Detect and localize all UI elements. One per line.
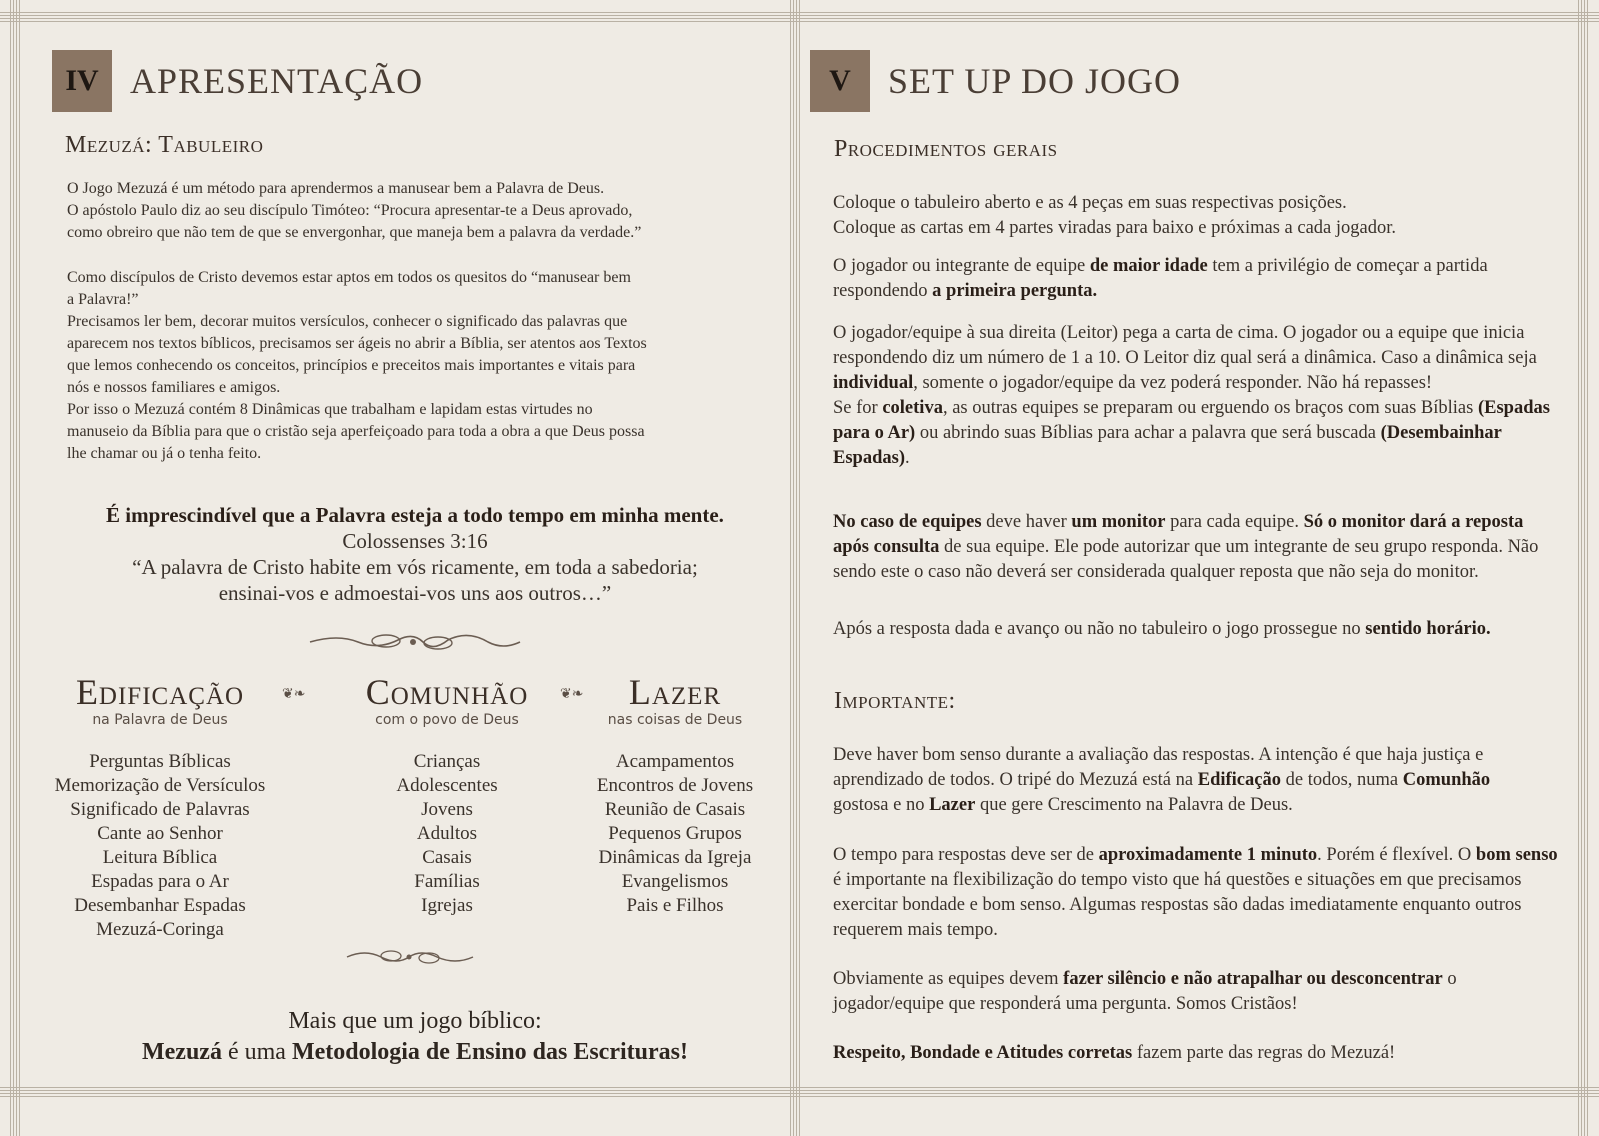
edificacao-list bbox=[40, 750, 280, 942]
bold-text: Metodologia de Ensino das Escrituras! bbox=[291, 1039, 688, 1065]
list-item: Desembanhar Espadas bbox=[74, 895, 246, 916]
text-line: O apóstolo Paulo diz ao seu discípulo Timóteo: “Procura apresentar-te a Deus aprovado, bbox=[67, 202, 633, 219]
bold-text: de maior idade bbox=[1089, 256, 1208, 276]
bold-text: Edificação bbox=[1197, 770, 1281, 790]
text-line: que lemos conhecendo os conceitos, princípios e preceitos mais importantes e vitais para bbox=[67, 357, 636, 374]
left-border bbox=[10, 0, 20, 1136]
section-number: IV bbox=[52, 50, 112, 112]
paragraph bbox=[833, 321, 1563, 471]
text: , somente o jogador/equipe da vez poderá responder. Não há repasses! bbox=[913, 373, 1433, 393]
section-number: V bbox=[810, 50, 870, 112]
quote-emphasis: É imprescindível que a Palavra esteja a todo tempo em minha mente. bbox=[106, 503, 724, 527]
closing-line: Mais que um jogo bíblico: bbox=[288, 1008, 542, 1034]
bold-text: No caso de equipes bbox=[833, 512, 982, 532]
text-line: Coloque as cartas em 4 partes viradas para baixo e próximas a cada jogador. bbox=[833, 218, 1397, 238]
text: de todos, numa bbox=[1280, 770, 1403, 790]
text: . bbox=[904, 448, 910, 468]
list-item: Adultos bbox=[416, 823, 478, 844]
list-item: Pequenos Grupos bbox=[608, 823, 742, 844]
quote-line: ensinai-vos e admoestai-vos uns aos outros…” bbox=[218, 581, 612, 605]
list-item: Adolescentes bbox=[396, 775, 498, 796]
text: . Porém é flexível. O bbox=[1317, 845, 1476, 865]
column-lazer-header bbox=[590, 672, 760, 728]
text: o jogador/equipe que responderá uma pergunta. Somos Cristãos! bbox=[833, 969, 1457, 1014]
column-comunhao-header bbox=[322, 672, 572, 728]
column-title: Lazer bbox=[628, 672, 722, 712]
list-item: Casais bbox=[422, 847, 472, 868]
paragraph bbox=[833, 254, 1543, 304]
text-line: aparecem nos textos bíblicos, precisamos ser ágeis no abrir a Bíblia, ser atentos aos Textos bbox=[67, 335, 647, 352]
list-item: Encontros de Jovens bbox=[596, 775, 754, 796]
text: Deve haver bom senso durante a avaliação das respostas. A intenção é que haja justiça e aprendizado de todos. O tripé do Mezuzá está na bbox=[833, 745, 1484, 790]
list-item: Cante ao Senhor bbox=[97, 823, 223, 844]
text-line: Coloque o tabuleiro aberto e as 4 peças em suas respectivas posições. bbox=[833, 193, 1347, 213]
list-item: Acampamentos bbox=[615, 751, 735, 772]
quote-reference: Colossenses 3:16 bbox=[342, 529, 488, 553]
column-subtitle: nas coisas de Deus bbox=[607, 712, 743, 728]
column-title: Edificação bbox=[75, 672, 245, 712]
text-line: lhe chamar ou já o tenha feito. bbox=[67, 445, 262, 462]
subtitle: Procedimentos gerais bbox=[834, 136, 1058, 162]
column-subtitle: na Palavra de Deus bbox=[92, 712, 228, 728]
bold-text: coletiva bbox=[882, 398, 943, 418]
flourish-ornament bbox=[308, 628, 522, 656]
quote-line: “A palavra de Cristo habite em vós ricamente, em toda a sabedoria; bbox=[132, 555, 698, 579]
text-line: O Jogo Mezuzá é um método para aprendermos a manusear bem a Palavra de Deus. bbox=[67, 180, 605, 197]
list-item: Espadas para o Ar bbox=[91, 871, 229, 892]
bold-text: bom senso bbox=[1475, 845, 1558, 865]
list-item: Significado de Palavras bbox=[70, 799, 250, 820]
section-header-v bbox=[810, 50, 1181, 112]
bold-text: (Espadas para o Ar) bbox=[833, 398, 1550, 443]
left-page bbox=[40, 40, 790, 1096]
text: tem a privilégio de começar a partida respondendo bbox=[833, 256, 1488, 301]
bold-text: Mezuzá bbox=[142, 1039, 222, 1065]
list-item: Crianças bbox=[413, 751, 481, 772]
text: é uma bbox=[221, 1039, 292, 1065]
comunhao-list bbox=[322, 750, 572, 918]
text-line: como obreiro que não tem de que se envergonhar, que maneja bem a palavra da verdade.” bbox=[67, 224, 642, 241]
text: ou abrindo suas Bíblias para achar a palavra que será buscada bbox=[915, 423, 1381, 443]
paragraph bbox=[833, 617, 1493, 642]
subtitle: Importante: bbox=[834, 688, 956, 714]
text-line: Por isso o Mezuzá contém 8 Dinâmicas que trabalham e lapidam estas virtudes no bbox=[67, 401, 593, 418]
leaf-ornament-icon: ❦❧ bbox=[282, 687, 306, 702]
list-item: Mezuzá-Coringa bbox=[96, 919, 224, 940]
paragraph bbox=[833, 843, 1563, 943]
text: , as outras equipes se preparam ou erguendo os braços com suas Bíblias bbox=[942, 398, 1478, 418]
list-item: Reunião de Casais bbox=[604, 799, 746, 820]
leaf-ornament-icon: ❦❧ bbox=[560, 687, 584, 702]
bold-text: a primeira pergunta. bbox=[932, 281, 1098, 301]
text: O jogador/equipe à sua direita (Leitor) pega a carta de cima. O jogador ou a equipe que inicia respondendo diz um número de 1 a 10. O Leitor diz qual será a dinâmica. Caso a dinâmica seja bbox=[833, 323, 1537, 368]
list-item: Evangelismos bbox=[621, 871, 729, 892]
text-line: manuseio da Bíblia para que o cristão seja aperfeiçoado para toda a obra a que Deus possa bbox=[67, 423, 645, 440]
text: de sua equipe. Ele pode autorizar que um integrante de seu grupo responda. Não sendo este o caso não deverá ser considerada qualquer reposta que não seja do monitor. bbox=[833, 537, 1539, 582]
text: fazem parte das regras do Mezuzá! bbox=[1132, 1043, 1396, 1063]
subtitle: Mezuzá: Tabuleiro bbox=[65, 132, 264, 158]
text-line: Precisamos ler bem, decorar muitos versículos, conhecer o significado das palavras que bbox=[67, 313, 628, 330]
paragraph bbox=[833, 1041, 1563, 1066]
text: O jogador ou integrante de equipe bbox=[833, 256, 1090, 276]
list-item: Jovens bbox=[421, 799, 473, 820]
text: Obviamente as equipes devem bbox=[833, 969, 1064, 989]
section-title: APRESENTAÇÃO bbox=[130, 61, 424, 101]
bold-text: aproximadamente 1 minuto bbox=[1098, 845, 1318, 865]
column-title: Comunhão bbox=[365, 672, 529, 712]
column-subtitle: com o povo de Deus bbox=[375, 712, 519, 728]
text: é importante na flexibilização do tempo visto que há questões e situações em que precisamos exercitar bondade e bom senso. Algumas respostas são dadas imediatamente enquanto outros requerem mais tempo. bbox=[833, 870, 1522, 940]
list-item: Leitura Bíblica bbox=[102, 847, 218, 868]
closing-statement bbox=[40, 1006, 790, 1068]
bold-text: um monitor bbox=[1071, 512, 1166, 532]
text: gostosa e no bbox=[833, 795, 930, 815]
text: deve haver bbox=[981, 512, 1072, 532]
paragraph bbox=[833, 191, 1563, 241]
section-title: SET UP DO JOGO bbox=[888, 61, 1182, 101]
lazer-list bbox=[575, 750, 775, 918]
bold-text: Respeito, Bondade e Atitudes corretas bbox=[833, 1043, 1133, 1063]
text: Após a resposta dada e avanço ou não no tabuleiro o jogo prossegue no bbox=[833, 619, 1366, 639]
center-divider bbox=[790, 0, 800, 1136]
list-item: Famílias bbox=[414, 871, 480, 892]
column-edificacao-header bbox=[40, 672, 280, 728]
right-page bbox=[818, 40, 1563, 1096]
right-border bbox=[1578, 0, 1588, 1136]
bold-text: individual bbox=[833, 373, 914, 393]
body-paragraph bbox=[67, 267, 787, 465]
text: O tempo para respostas deve ser de bbox=[833, 845, 1099, 865]
list-item: Pais e Filhos bbox=[626, 895, 724, 916]
text: que gere Crescimento na Palavra de Deus. bbox=[975, 795, 1293, 815]
text: Se for bbox=[833, 398, 883, 418]
bold-text: fazer silêncio e não atrapalhar ou desconcentrar bbox=[1063, 969, 1443, 989]
paragraph bbox=[833, 743, 1543, 818]
bold-text: Só o monitor dará a reposta após consulta bbox=[833, 512, 1524, 557]
list-item: Perguntas Bíblicas bbox=[89, 751, 231, 772]
section-header-iv bbox=[52, 50, 423, 112]
text: para cada equipe. bbox=[1165, 512, 1304, 532]
list-item: Dinâmicas da Igreja bbox=[598, 847, 752, 868]
closing-line bbox=[40, 1037, 790, 1068]
paragraph bbox=[833, 967, 1563, 1017]
scripture-quote bbox=[40, 503, 790, 606]
bold-text: sentido horário. bbox=[1365, 619, 1491, 639]
paragraph bbox=[833, 510, 1558, 585]
text-line: a Palavra!” bbox=[67, 291, 139, 308]
bold-text: Comunhão bbox=[1402, 770, 1491, 790]
text-line: Como discípulos de Cristo devemos estar aptos em todos os quesitos do “manusear bem bbox=[67, 269, 631, 286]
bold-text: Lazer bbox=[929, 795, 976, 815]
bold-text: (Desembainhar Espadas) bbox=[833, 423, 1502, 468]
intro-paragraph bbox=[67, 178, 787, 244]
flourish-ornament bbox=[345, 945, 475, 969]
list-item: Igrejas bbox=[421, 895, 473, 916]
text-line: nós e nossos familiares e amigos. bbox=[67, 379, 281, 396]
list-item: Memorização de Versículos bbox=[54, 775, 266, 796]
